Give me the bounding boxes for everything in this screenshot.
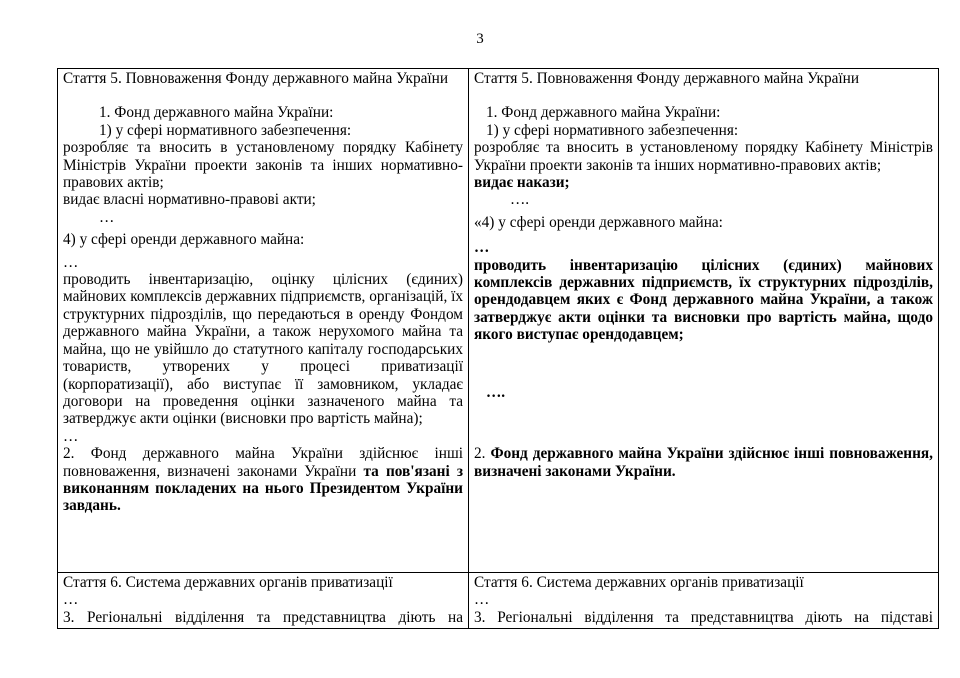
text-run: 4) у сфері оренди державного майна: [63,231,305,249]
text-run: розробляє та вносить в установленому порядку Кабінету Міністрів України проекти законів та інших нормативно-правових актів; [63,139,463,192]
text-run: Стаття 5. Повноваження Фонду державного майна України [63,70,449,87]
paragraph [474,70,933,87]
paragraph [474,122,933,139]
paragraph [474,384,933,401]
text-run: … [474,239,490,257]
paragraph [474,591,933,608]
paragraph [474,191,933,208]
paragraph [63,254,463,271]
text-run: «4) у сфері оренди державного майна: [474,213,723,231]
paragraph [474,257,933,344]
paragraph [474,574,933,591]
paragraph [474,104,933,121]
paragraph [474,174,933,191]
text-run: Стаття 6. Система державних органів приватизації [474,574,804,591]
table-cell-current-wording-article-6 [58,573,469,629]
paragraph [63,104,463,121]
text-run: … [99,208,115,226]
text-run: …. [486,383,506,401]
comparison-table-body [58,69,939,629]
text-run: …. [510,191,530,209]
text-run: … [63,253,79,271]
comparison-table [57,68,939,629]
paragraph [474,609,933,626]
text-run: 3. Регіональні відділення та представництва діють на підставі [474,608,933,626]
text-run: 1. Фонд державного майна України: [99,104,334,122]
text-run: … [63,591,79,609]
paragraph [63,445,463,515]
text-run: розробляє та вносить в установленому порядку Кабінету Міністрів України проекти законів та інших нормативно-правових актів; [474,139,933,174]
paragraph [63,70,463,87]
text-run: 1) у сфері нормативного забезпечення: [486,121,739,139]
page-number: 3 [476,31,484,47]
text-run: … [474,591,490,609]
paragraph [63,591,463,608]
paragraph [63,609,463,626]
paragraph [63,574,463,591]
table-cell-proposed-wording-article-5 [469,69,939,573]
paragraph [474,239,933,256]
paragraph [474,139,933,174]
table-row-article-5 [58,69,939,573]
table-cell-proposed-wording-article-6 [469,573,939,629]
text-run: 2. Фонд державного майна України здійснює інші повноваження, визначені законами України [63,445,463,480]
paragraph [63,428,463,445]
paragraph [63,271,463,428]
table-row-article-6 [58,573,939,629]
text-run: 2. [474,445,491,463]
text-run: 1. Фонд державного майна України: [486,104,721,122]
text-run: проводить інвентаризацію, оцінку цілісних (єдиних) майнових комплексів державних підприємств, організацій, їх структурних підрозділів, що передаються в оренду Фондом державного майна України, а також нерухомого майна та майна, що не увійшло до статутного капіталу господарських товариств, утворених у процесі приватизації (корпоратизації), або виступає її замовником, укладає договори на проведення оцінки зазначеного майна та затверджує акти оцінки (висновки про вартість майна); [63,271,463,428]
text-run: проводить інвентаризацію цілісних (єдиних) майнових комплексів державних підприємств, їх структурних підрозділів, орендодавцем яких є Фонд державного майна України, а також затверджує акти оцінки та висновки про вартість майна, щодо якого виступає орендодавцем; [474,256,933,344]
text-run: … [63,427,79,445]
paragraph [63,231,463,248]
paragraph [63,191,463,208]
text-run: видає накази; [474,174,570,192]
text-run: 1) у сфері нормативного забезпечення: [99,121,352,139]
text-run: видає власні нормативно-правові акти; [63,191,316,209]
paragraph [63,139,463,191]
paragraph [474,445,933,480]
paragraph [63,209,463,226]
text-run: Стаття 5. Повноваження Фонду державного майна України [474,70,860,87]
text-run: Фонд державного майна України здійснює інші повноваження, визначені законами України. [474,445,933,480]
table-cell-current-wording-article-5 [58,69,469,573]
text-run: Стаття 6. Система державних органів приватизації [63,574,393,591]
paragraph [63,122,463,139]
text-run: 3. Регіональні відділення та представництва діють на [63,608,463,626]
text-run: та пов'язані з виконанням покладених на нього Президентом України завдань. [63,462,464,515]
paragraph [474,214,933,231]
